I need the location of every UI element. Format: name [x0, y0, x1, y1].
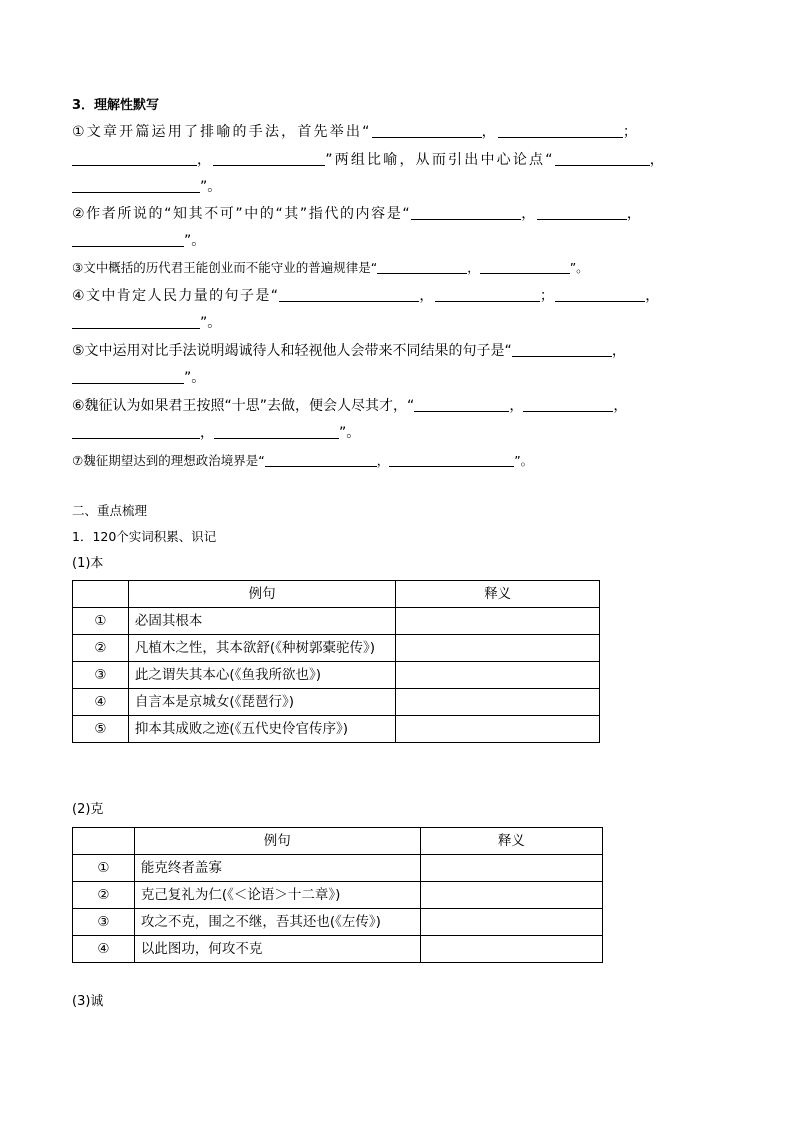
row-number: ④ [73, 689, 129, 716]
header-cell: 释义 [420, 828, 602, 855]
question-6-line-1: ⑥魏征认为如果君王按照“十思”去做，便会人尽其才，“ ， ， [72, 398, 628, 414]
question-5-line-2: ”。 [72, 368, 205, 388]
answer-blank[interactable] [555, 287, 645, 302]
header-cell [73, 581, 129, 608]
example-sentence: 必固其根本 [128, 608, 395, 635]
meaning-cell[interactable] [396, 635, 600, 662]
example-sentence: 抑本其成败之迹(《五代史伶官传序》) [128, 716, 395, 743]
table-label: (1)本 [72, 556, 104, 571]
table-row [73, 936, 603, 963]
question-4-line-1: ④文中肯定人民力量的句子是“ ， ； ， [72, 288, 661, 304]
header-cell [73, 828, 135, 855]
row-number: ③ [73, 662, 129, 689]
question-5-line-1: ⑤文中运用对比手法说明竭诚待人和轻视他人会带来不同结果的句子是“ ， [72, 343, 626, 359]
row-number: ① [73, 855, 135, 882]
meaning-cell[interactable] [420, 882, 602, 909]
subsection-heading: 1．120个实词积累、识记 [72, 529, 217, 544]
table-header-row [73, 828, 603, 855]
example-sentence: 能克终者盖寡 [134, 855, 420, 882]
meaning-cell[interactable] [396, 662, 600, 689]
answer-blank[interactable] [72, 232, 184, 247]
table-row [73, 882, 603, 909]
question-1-line-1: ①文章开篇运用了排喻的手法，首先举出“ ， ； [72, 124, 640, 140]
answer-blank[interactable] [389, 452, 514, 467]
answer-blank[interactable] [498, 123, 623, 138]
answer-blank[interactable] [72, 178, 200, 193]
meaning-cell[interactable] [396, 716, 600, 743]
meaning-cell[interactable] [396, 608, 600, 635]
question-1-line-3: ”。 [72, 177, 221, 197]
table-label: (3)诚 [72, 994, 104, 1009]
answer-blank[interactable] [512, 342, 612, 357]
word-table-ke [72, 827, 603, 963]
example-sentence: 此之谓失其本心(《鱼我所欲也》) [128, 662, 395, 689]
answer-blank[interactable] [523, 397, 613, 412]
question-4-line-2: ”。 [72, 313, 221, 333]
answer-blank[interactable] [537, 205, 627, 220]
answer-blank[interactable] [213, 151, 325, 166]
question-2-line-2: ”。 [72, 231, 205, 251]
answer-blank[interactable] [279, 287, 419, 302]
example-sentence: 凡植木之性，其本欲舒(《种树郭橐驼传》) [128, 635, 395, 662]
table-row [73, 662, 600, 689]
header-cell: 例句 [128, 581, 395, 608]
answer-blank[interactable] [72, 369, 184, 384]
word-table-ben [72, 580, 600, 743]
example-sentence: 以此图功，何攻不克 [134, 936, 420, 963]
question-3: ③文中概括的历代君王能创业而不能守业的普遍规律是“ ， ”。 [72, 260, 589, 275]
section-two-heading: 二、重点梳理 [72, 503, 148, 518]
answer-blank[interactable] [555, 151, 650, 166]
table-row [73, 716, 600, 743]
answer-blank[interactable] [72, 151, 197, 166]
answer-blank[interactable] [72, 314, 200, 329]
table-row [73, 608, 600, 635]
question-1-line-2: ， ”两组比喻，从而引出中心论点“ ， [72, 150, 666, 170]
meaning-cell[interactable] [396, 689, 600, 716]
answer-blank[interactable] [72, 424, 200, 439]
table-header-row [73, 581, 600, 608]
table-row [73, 689, 600, 716]
question-7: ⑦魏征期望达到的理想政治境界是“ ， ”。 [72, 453, 534, 468]
example-sentence: 攻之不克，围之不继，吾其还也(《左传》) [134, 909, 420, 936]
example-sentence: 自言本是京城女(《琵琶行》) [128, 689, 395, 716]
question-6-line-2: ， ”。 [72, 423, 360, 443]
answer-blank[interactable] [435, 287, 540, 302]
table-label: (2)克 [72, 802, 104, 817]
meaning-cell[interactable] [420, 909, 602, 936]
example-sentence: 克己复礼为仁(《＜论语＞十二章》) [134, 882, 420, 909]
table-row [73, 635, 600, 662]
answer-blank[interactable] [265, 452, 377, 467]
row-number: ③ [73, 909, 135, 936]
section-heading: 3．理解性默写 [72, 98, 160, 113]
answer-blank[interactable] [414, 397, 509, 412]
answer-blank[interactable] [377, 259, 467, 274]
meaning-cell[interactable] [420, 855, 602, 882]
row-number: ⑤ [73, 716, 129, 743]
answer-blank[interactable] [214, 424, 339, 439]
row-number: ① [73, 608, 129, 635]
header-cell: 释义 [396, 581, 600, 608]
header-cell: 例句 [134, 828, 420, 855]
row-number: ④ [73, 936, 135, 963]
table-row [73, 855, 603, 882]
question-2-line-1: ②作者所说的“知其不可”中的“其”指代的内容是“ ， ， [72, 206, 643, 222]
answer-blank[interactable] [372, 123, 482, 138]
meaning-cell[interactable] [420, 936, 602, 963]
answer-blank[interactable] [411, 205, 521, 220]
row-number: ② [73, 635, 129, 662]
answer-blank[interactable] [480, 259, 570, 274]
table-row [73, 909, 603, 936]
row-number: ② [73, 882, 135, 909]
